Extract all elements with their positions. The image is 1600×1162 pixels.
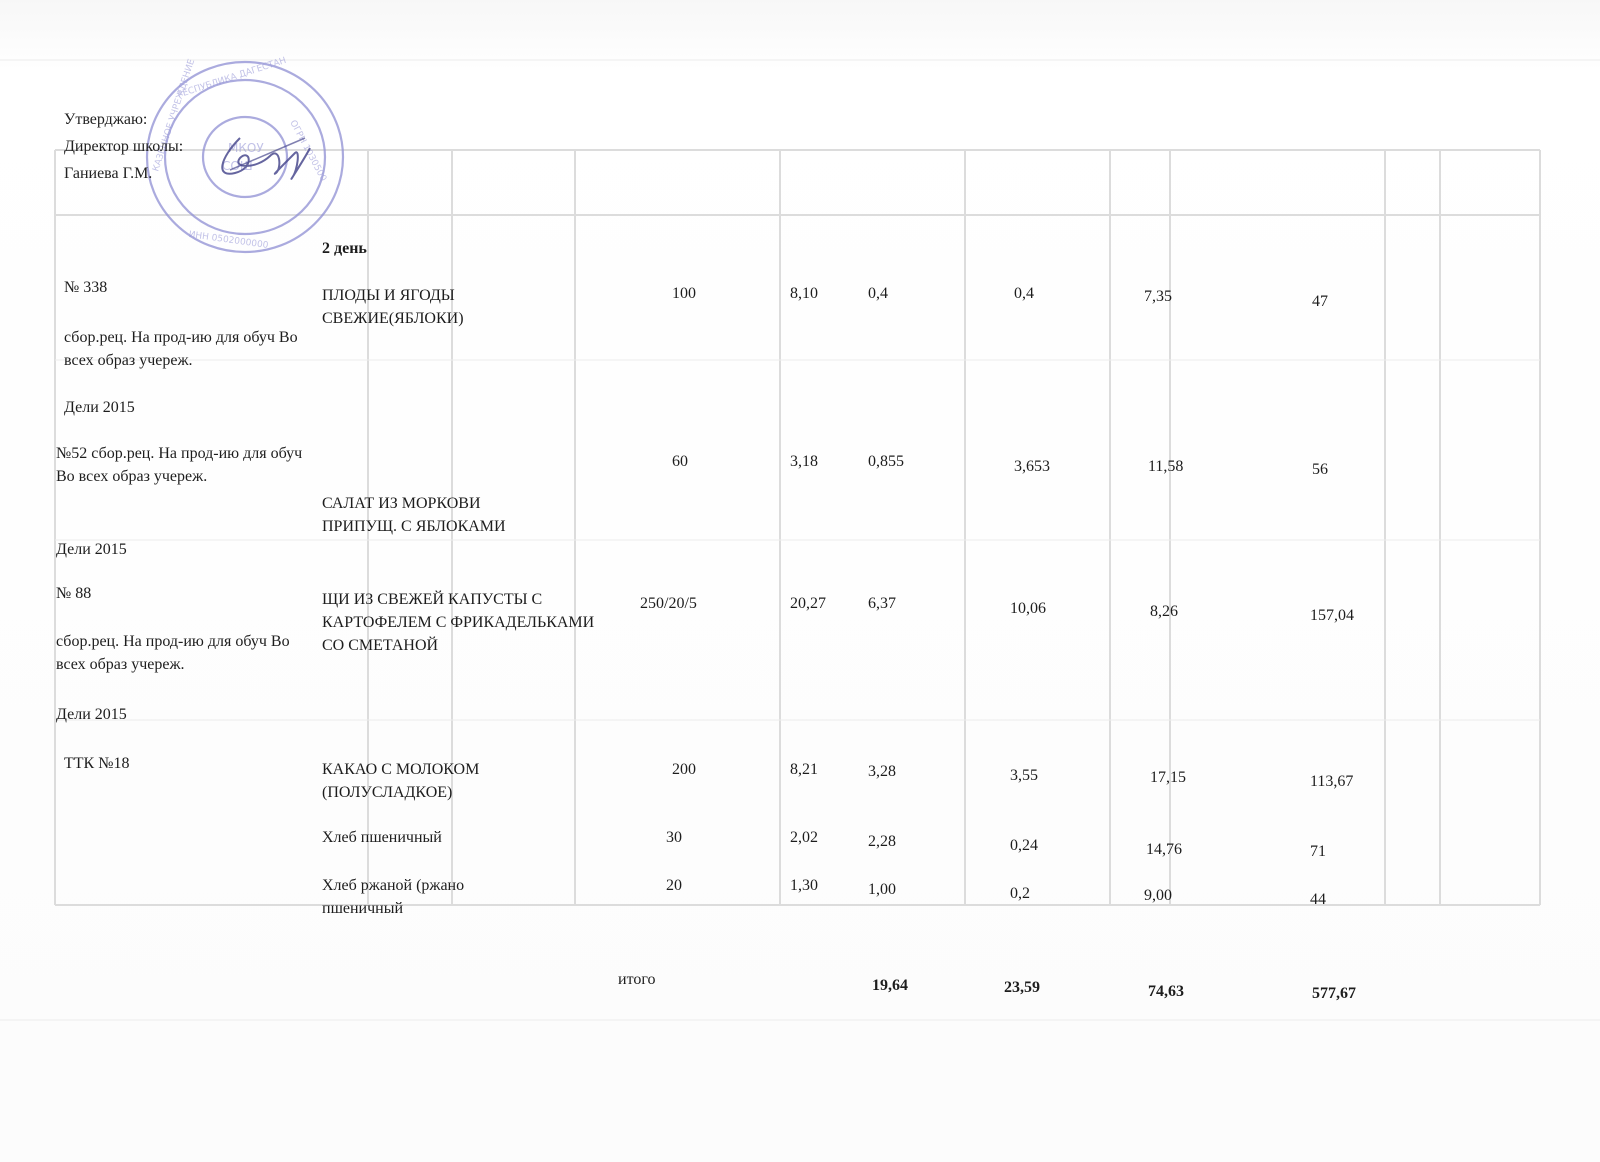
recipe-source-number: № 88 — [56, 585, 92, 602]
recipe-source-number: ТТК №18 — [64, 755, 130, 772]
dish-price: 1,30 — [790, 877, 818, 894]
dish-fat: 0,4 — [1014, 285, 1034, 302]
dish-kcal: 44 — [1310, 891, 1326, 908]
dish-protein: 1,00 — [868, 881, 896, 898]
dish-name: ЩИ ИЗ СВЕЖЕЙ КАПУСТЫ С КАРТОФЕЛЕМ С ФРИКАДЕЛЬКАМИ СО СМЕТАНОЙ — [322, 591, 595, 654]
dish-name: ПЛОДЫ И ЯГОДЫ СВЕЖИЕ(ЯБЛОКИ) — [322, 287, 464, 327]
recipe-source-year: Дели 2015 — [56, 541, 127, 558]
dish-price: 3,18 — [790, 453, 818, 470]
total-label: итого — [618, 971, 656, 988]
dish-protein: 3,28 — [868, 763, 896, 780]
dish-kcal: 157,04 — [1310, 607, 1354, 624]
dish-carb: 9,00 — [1144, 887, 1172, 904]
recipe-source-year: Дели 2015 — [56, 706, 127, 723]
dish-price: 8,10 — [790, 285, 818, 302]
dish-fat: 10,06 — [1010, 600, 1046, 617]
dish-name: Хлеб ржаной (ржано пшеничный — [322, 877, 465, 917]
svg-text:РЕСПУБЛИКА ДАГЕСТАН: РЕСПУБЛИКА ДАГЕСТАН — [176, 55, 288, 101]
dish-carb: 11,58 — [1148, 458, 1184, 475]
dish-fat: 0,24 — [1010, 837, 1038, 854]
dish-name: Хлеб пшеничный — [322, 829, 442, 846]
dish-protein: 0,855 — [868, 453, 904, 470]
total-kcal: 577,67 — [1312, 985, 1356, 1002]
director-signature — [210, 118, 320, 198]
svg-text:КАЗЁННОЕ УЧРЕЖДЕНИЕ: КАЗЁННОЕ УЧРЕЖДЕНИЕ — [151, 58, 198, 173]
dish-price: 20,27 — [790, 595, 826, 612]
dish-weight: 30 — [666, 829, 682, 846]
dish-weight: 100 — [672, 285, 696, 302]
recipe-source-book: сбор.рец. На прод-ию для обуч Во всех образ учереж. — [56, 633, 290, 673]
total-protein: 19,64 — [872, 977, 908, 994]
svg-text:МКОУ: МКОУ — [228, 141, 264, 155]
total-fat: 23,59 — [1004, 979, 1040, 996]
dish-weight: 200 — [672, 761, 696, 778]
dish-fat: 0,2 — [1010, 885, 1030, 902]
dish-kcal: 56 — [1312, 461, 1328, 478]
dish-carb: 17,15 — [1150, 769, 1186, 786]
svg-text:СОШ: СОШ — [222, 159, 253, 173]
dish-carb: 8,26 — [1150, 603, 1178, 620]
total-carb: 74,63 — [1148, 983, 1184, 1000]
dish-name: САЛАТ ИЗ МОРКОВИ ПРИПУЩ. С ЯБЛОКАМИ — [322, 495, 506, 535]
dish-protein: 2,28 — [868, 833, 896, 850]
svg-text:ИНН 0502000000: ИНН 0502000000 — [187, 229, 269, 252]
recipe-source-book: сбор.рец. На прод-ию для обуч Во всех образ учереж. — [64, 329, 298, 369]
dish-weight: 20 — [666, 877, 682, 894]
dish-weight: 60 — [672, 453, 688, 470]
dish-name: КАКАО С МОЛОКОМ (ПОЛУСЛАДКОЕ) — [322, 761, 480, 801]
approval-line-1: Утверджаю: — [64, 111, 148, 128]
dish-fat: 3,55 — [1010, 767, 1038, 784]
dish-kcal: 71 — [1310, 843, 1326, 860]
dish-carb: 14,76 — [1146, 841, 1182, 858]
dish-fat: 3,653 — [1014, 458, 1050, 475]
dish-weight: 250/20/5 — [640, 595, 697, 612]
recipe-source-book: №52 сбор.рец. На прод-ию для обуч Во всех образ учереж. — [56, 445, 303, 485]
svg-text:ОГРН 1030500: ОГРН 1030500 — [287, 118, 328, 184]
dish-kcal: 47 — [1312, 293, 1328, 310]
dish-carb: 7,35 — [1144, 288, 1172, 305]
approval-line-3: Ганиева Г.М. — [64, 165, 153, 182]
dish-protein: 0,4 — [868, 285, 888, 302]
day-title: 2 день — [322, 240, 367, 257]
recipe-source-year: Дели 2015 — [64, 399, 135, 416]
dish-protein: 6,37 — [868, 595, 896, 612]
dish-kcal: 113,67 — [1310, 773, 1354, 790]
recipe-source-number: № 338 — [64, 279, 108, 296]
approval-line-2: Директор школы: — [64, 138, 184, 155]
dish-price: 2,02 — [790, 829, 818, 846]
approval-block — [64, 106, 183, 187]
dish-price: 8,21 — [790, 761, 818, 778]
